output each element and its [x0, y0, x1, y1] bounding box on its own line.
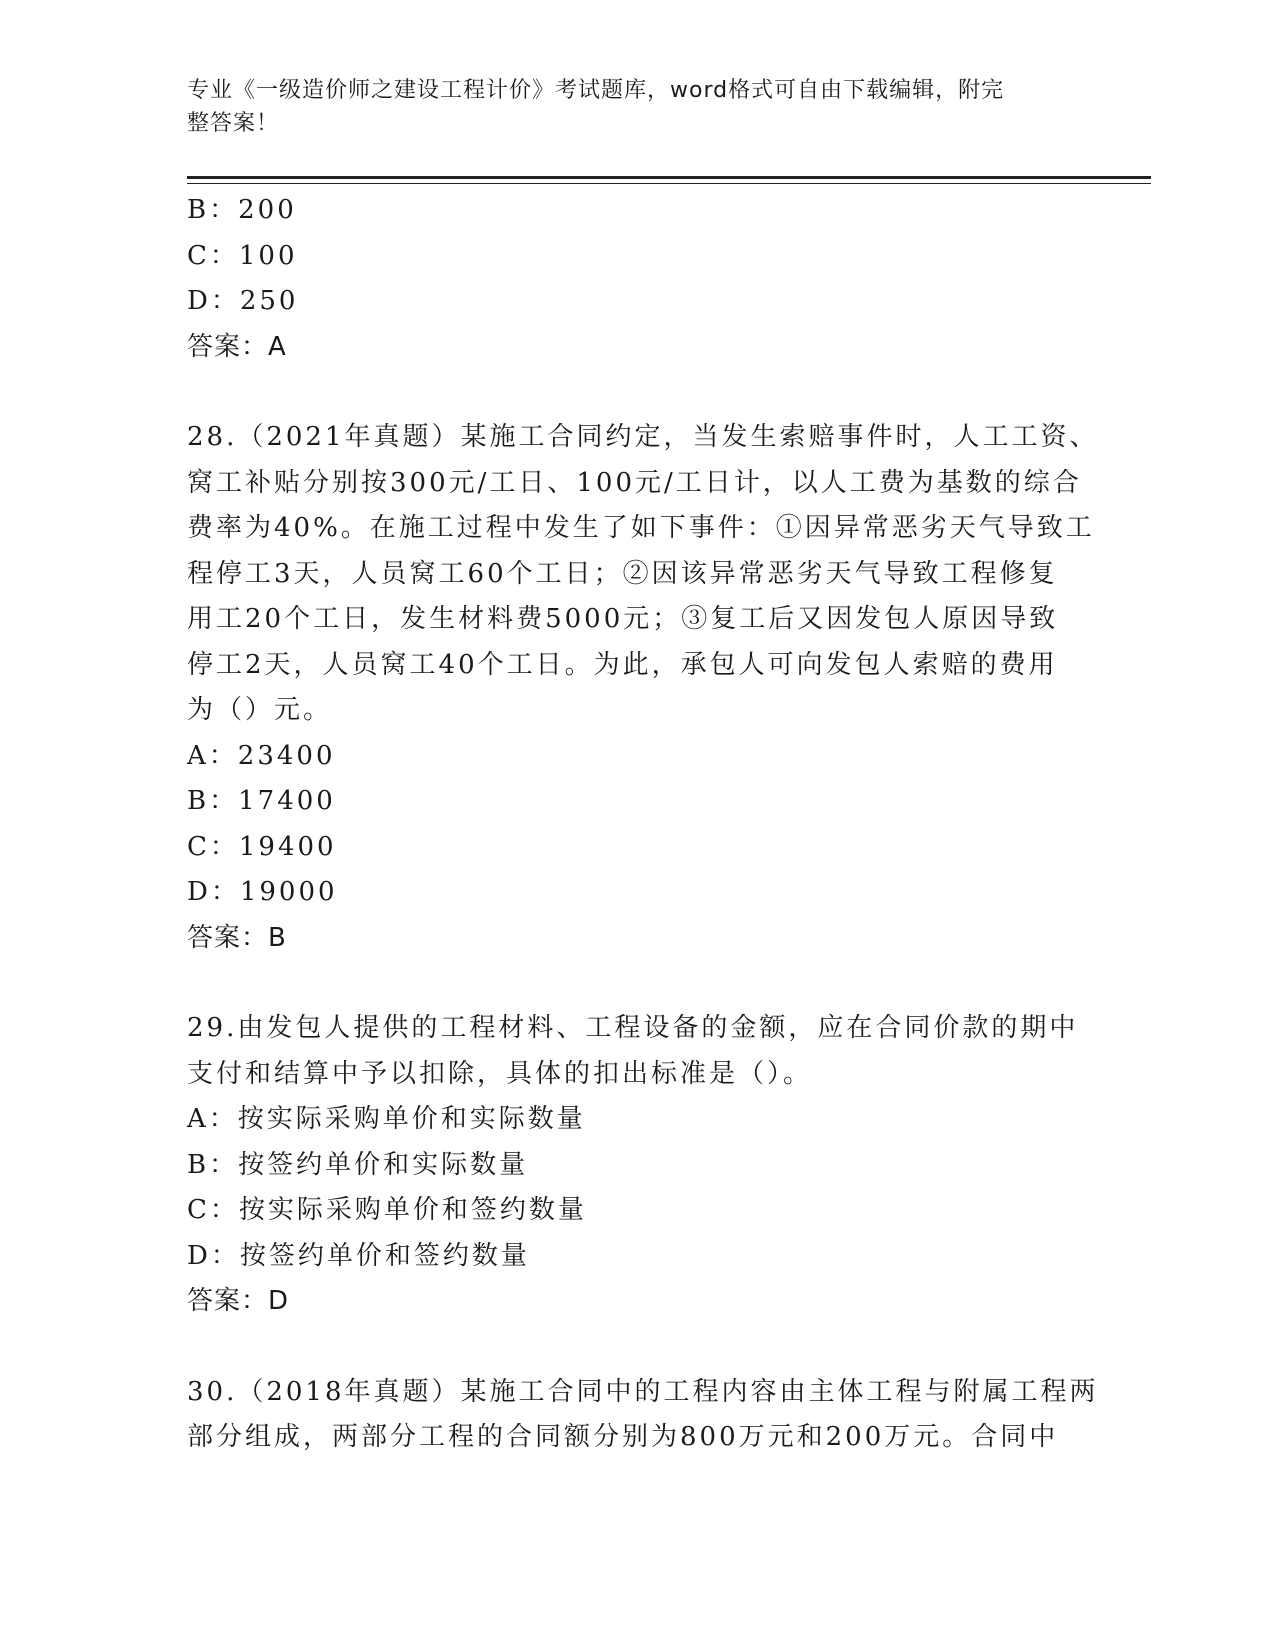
q28-option-a: A：23400 — [187, 740, 336, 771]
q28-stem-line: 费率为40%。在施工过程中发生了如下事件：①因异常恶劣天气导致工 — [187, 513, 1095, 543]
q29-stem-line: 29.由发包人提供的工程材料、工程设备的金额，应在合同价款的期中 — [187, 1013, 1079, 1043]
q28-stem-line: 程停工3天，人员窝工60个工日；②因该异常恶劣天气导致工程修复 — [187, 558, 1058, 589]
question-29 — [187, 1006, 1087, 1325]
q29-option-d: D：按签约单价和签约数量 — [187, 1240, 530, 1271]
q28-stem-line: 28.（2021年真题）某施工合同约定，当发生索赔事件时，人工工资、 — [187, 422, 1099, 452]
header-rule-thick — [187, 176, 1151, 179]
q28-option-d: D：19000 — [187, 877, 338, 907]
header-line-2: 整答案！ — [187, 111, 280, 136]
q30-stem-line: 部分组成，两部分工程的合同额分别为800万元和200万元。合同中 — [187, 1422, 1059, 1452]
q28-option-b: B：17400 — [187, 786, 336, 816]
spacer — [187, 370, 1087, 415]
question-30 — [187, 1370, 1099, 1461]
q29-option-a: A：按实际采购单价和实际数量 — [187, 1104, 586, 1134]
spacer — [187, 961, 1087, 1006]
prev-option-d: D：250 — [187, 286, 299, 316]
q28-option-c: C：19400 — [187, 831, 337, 862]
question-content — [187, 188, 1099, 1461]
q28-answer: 答案：B — [187, 922, 287, 953]
q29-option-c: C：按实际采购单价和签约数量 — [187, 1195, 587, 1225]
header-line-1: 专业《一级造价师之建设工程计价》考试题库，word格式可自由下载编辑，附完 — [187, 78, 1005, 103]
prev-answer: 答案：A — [187, 331, 287, 362]
question-28 — [187, 415, 1099, 961]
prev-option-c: C：100 — [187, 240, 298, 271]
q28-stem-line: 为（）元。 — [187, 695, 333, 725]
q29-option-b: B：按签约单价和实际数量 — [187, 1149, 529, 1180]
spacer — [187, 1325, 1087, 1370]
q28-stem-line: 窝工补贴分别按300元/工日、100元/工日计，以人工费为基数的综合 — [187, 467, 1082, 498]
document-header — [187, 74, 1067, 140]
q28-stem-line: 用工20个工日，发生材料费5000元；③复工后又因发包人原因导致 — [187, 604, 1059, 634]
q29-answer: 答案：D — [187, 1286, 290, 1316]
q30-stem-line: 30.（2018年真题）某施工合同中的工程内容由主体工程与附属工程两 — [187, 1376, 1099, 1407]
prev-option-b: B：200 — [187, 195, 297, 225]
header-rule-thin — [187, 183, 1151, 184]
q29-stem-line: 支付和结算中予以扣除，具体的扣出标准是（）。 — [187, 1058, 813, 1089]
q28-stem-line: 停工2天，人员窝工40个工日。为此，承包人可向发包人索赔的费用 — [187, 649, 1058, 680]
